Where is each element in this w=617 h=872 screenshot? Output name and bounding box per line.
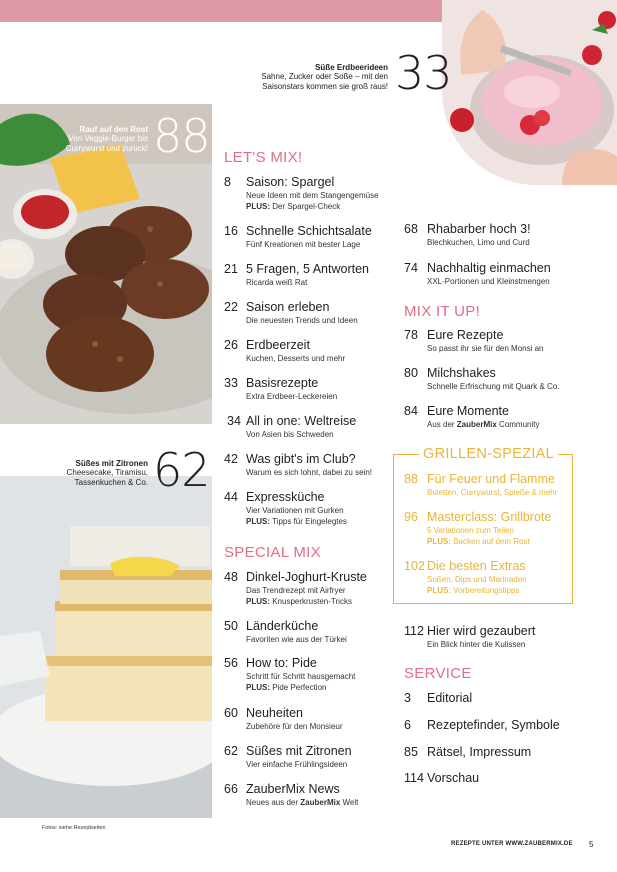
toc-subtitle-end: Community bbox=[496, 420, 540, 429]
toc-subtitle: XXL-Portionen und Kleinstmengen bbox=[427, 277, 550, 286]
toc-title: Basisrezepte bbox=[246, 376, 319, 390]
toc-title: Was gibt's im Club? bbox=[246, 452, 356, 466]
toc-title: Süßes mit Zitronen bbox=[246, 744, 352, 758]
toc-title: Editorial bbox=[427, 691, 473, 705]
section-heading-grillen-spezial: GRILLEN-SPEZIAL bbox=[419, 446, 558, 462]
toc-plus-line bbox=[427, 586, 520, 596]
toc-title: Saison erleben bbox=[246, 300, 330, 314]
toc-page-number: 33 bbox=[224, 376, 238, 390]
feature-strawberry-desc-line1: Sahne, Zucker oder Soße – mit den bbox=[261, 72, 388, 81]
toc-subtitle: Zubehöre für den Monsieur bbox=[246, 722, 343, 731]
toc-plus-label: PLUS: bbox=[427, 586, 451, 595]
toc-title: Saison: Spargel bbox=[246, 175, 335, 189]
toc-plus-label: PLUS: bbox=[246, 683, 270, 692]
toc-title: Schnelle Schichtsalate bbox=[246, 224, 372, 238]
toc-title: Neuheiten bbox=[246, 706, 303, 720]
toc-plus-line bbox=[427, 537, 530, 547]
toc-page-number: 16 bbox=[224, 224, 238, 238]
toc-subtitle: Neue Ideen mit dem Stangengemüse bbox=[246, 191, 379, 200]
toc-subtitle-brand: ZauberMix bbox=[456, 420, 497, 429]
toc-page-number: 26 bbox=[224, 338, 238, 352]
toc-title: Die besten Extras bbox=[427, 559, 526, 573]
feature-strawberry-title: Süße Erdbeerideen bbox=[315, 63, 388, 72]
toc-page-number: 8 bbox=[224, 175, 231, 189]
toc-page-number: 34 bbox=[227, 414, 241, 428]
section-heading-service: SERVICE bbox=[404, 665, 472, 682]
toc-subtitle: Von Asien bis Schweden bbox=[246, 430, 334, 439]
toc-subtitle: Ein Blick hinter die Kulissen bbox=[427, 640, 526, 649]
feature-grill-desc-line1: Von Veggie-Burger bis bbox=[68, 134, 148, 143]
section-heading-mix-it-up: MIX IT UP! bbox=[404, 303, 481, 320]
section-heading-lets-mix: LET'S MIX! bbox=[224, 149, 303, 166]
strawberry-cream-illustration bbox=[442, 0, 617, 185]
toc-plus-text: Backen auf dem Rost bbox=[451, 537, 530, 546]
toc-subtitle-line bbox=[427, 420, 540, 430]
toc-title: Milchshakes bbox=[427, 366, 496, 380]
toc-subtitle: Fünf Kreationen mit bester Lage bbox=[246, 240, 361, 249]
toc-subtitle-end: Welt bbox=[340, 798, 359, 807]
toc-page-number: 114 bbox=[404, 771, 424, 785]
feature-grill-desc-line2: Currywurst und zurück! bbox=[65, 144, 148, 153]
toc-title: ZauberMix News bbox=[246, 782, 340, 796]
toc-subtitle: So passt ihr sie für den Monsi an bbox=[427, 344, 544, 353]
feature-strawberry-desc-line2: Saisonstars kommen sie groß raus! bbox=[262, 82, 388, 91]
toc-page-number: 3 bbox=[404, 691, 411, 705]
toc-page-number: 21 bbox=[224, 262, 238, 276]
toc-page-number: 96 bbox=[404, 510, 418, 524]
toc-plus-text: Der Spargel-Check bbox=[270, 202, 341, 211]
feature-grill-page-number: 88 bbox=[153, 109, 210, 163]
toc-page-number: 78 bbox=[404, 328, 418, 342]
toc-plus-line bbox=[246, 517, 347, 527]
toc-subtitle-line bbox=[246, 798, 358, 808]
toc-title: 5 Fragen, 5 Antworten bbox=[246, 262, 369, 276]
toc-page-number: 44 bbox=[224, 490, 238, 504]
toc-subtitle: Extra Erdbeer-Leckereien bbox=[246, 392, 338, 401]
toc-plus-label: PLUS: bbox=[427, 537, 451, 546]
toc-page-number: 60 bbox=[224, 706, 238, 720]
toc-plus-line bbox=[246, 683, 326, 693]
toc-page-number: 74 bbox=[404, 261, 418, 275]
feature-lemon-title: Süßes mit Zitronen bbox=[75, 459, 148, 468]
toc-page-number: 42 bbox=[224, 452, 238, 466]
strawberry-cream-photo bbox=[442, 0, 617, 185]
page-number: 5 bbox=[589, 840, 594, 849]
toc-title: Vorschau bbox=[427, 771, 480, 785]
toc-subtitle: Die neuesten Trends und Ideen bbox=[246, 316, 358, 325]
toc-title: Expressküche bbox=[246, 490, 325, 504]
toc-subtitle: Blechkuchen, Limo und Curd bbox=[427, 238, 530, 247]
toc-subtitle-brand: ZauberMix bbox=[300, 798, 341, 807]
toc-title: Masterclass: Grillbrote bbox=[427, 510, 552, 524]
website-footer-link[interactable]: REZEPTE UNTER WWW.ZAUBERMIX.DE bbox=[451, 841, 573, 847]
toc-page-number: 22 bbox=[224, 300, 238, 314]
toc-plus-text: Knusperkrusten-Tricks bbox=[270, 597, 352, 606]
toc-page-number: 84 bbox=[404, 404, 418, 418]
feature-strawberry-page-number: 33 bbox=[395, 46, 452, 100]
toc-page-number: 6 bbox=[404, 718, 411, 732]
toc-page-number: 56 bbox=[224, 656, 238, 670]
toc-subtitle: Buletten, Currywurst, Spieße & mehr bbox=[427, 488, 558, 497]
toc-title: Rezeptefinder, Symbole bbox=[427, 718, 560, 732]
toc-title: Dinkel-Joghurt-Kruste bbox=[246, 570, 367, 584]
toc-subtitle: Warum es sich lohnt, dabei zu sein! bbox=[246, 468, 372, 477]
toc-page-number: 88 bbox=[404, 472, 418, 486]
toc-subtitle: Vier einfache Frühlingsideen bbox=[246, 760, 348, 769]
toc-page-number: 102 bbox=[404, 559, 425, 573]
toc-title: Rätsel, Impressum bbox=[427, 745, 532, 759]
toc-subtitle: Favoriten wie aus der Türkei bbox=[246, 635, 347, 644]
feature-lemon-desc-line1: Cheesecake, Tiramisu, bbox=[66, 468, 148, 477]
toc-plus-line bbox=[246, 597, 352, 607]
toc-plus-text: Vorbereitungstipps bbox=[451, 586, 520, 595]
toc-title: Für Feuer und Flamme bbox=[427, 472, 555, 486]
toc-page-number: 62 bbox=[224, 744, 238, 758]
toc-title: Eure Momente bbox=[427, 404, 509, 418]
toc-page-number: 85 bbox=[404, 745, 418, 759]
toc-title: Eure Rezepte bbox=[427, 328, 504, 342]
toc-subtitle: Aus der bbox=[427, 420, 457, 429]
toc-plus-label: PLUS: bbox=[246, 597, 270, 606]
toc-title: Erdbeerzeit bbox=[246, 338, 310, 352]
toc-subtitle: Ricarda weiß Rat bbox=[246, 278, 308, 287]
toc-plus-text: Pide Perfection bbox=[270, 683, 327, 692]
toc-subtitle: Schritt für Schritt hausgemacht bbox=[246, 672, 356, 681]
toc-subtitle: 5 Variationen zum Teilen bbox=[427, 526, 514, 535]
section-heading-special-mix: SPECIAL MIX bbox=[224, 544, 321, 561]
toc-title: Hier wird gezaubert bbox=[427, 624, 536, 638]
toc-plus-line bbox=[246, 202, 340, 212]
feature-lemon-desc-line2: Tassenkuchen & Co. bbox=[74, 478, 148, 487]
feature-grill-title: Rauf auf den Rost bbox=[79, 125, 148, 134]
toc-plus-text: Tipps für Eingelegtes bbox=[270, 517, 347, 526]
toc-page-number: 112 bbox=[404, 624, 424, 638]
toc-page-number: 80 bbox=[404, 366, 418, 380]
toc-title: Länderküche bbox=[246, 619, 319, 633]
toc-title: All in one: Weltreise bbox=[246, 414, 357, 428]
toc-title: Rhabarber hoch 3! bbox=[427, 222, 531, 236]
toc-subtitle: Schnelle Erfrischung mit Quark & Co. bbox=[427, 382, 560, 391]
toc-subtitle: Vier Variationen mit Gurken bbox=[246, 506, 344, 515]
toc-subtitle: Das Trendrezept mit Airfryer bbox=[246, 586, 346, 595]
feature-lemon-page-number: 62 bbox=[153, 443, 210, 497]
photo-credit: Fotos: siehe Rezeptseiten bbox=[42, 825, 106, 831]
toc-page-number: 66 bbox=[224, 782, 238, 796]
toc-plus-label: PLUS: bbox=[246, 517, 270, 526]
toc-title: How to: Pide bbox=[246, 656, 317, 670]
toc-page-number: 68 bbox=[404, 222, 418, 236]
toc-page-number: 48 bbox=[224, 570, 238, 584]
toc-page-number: 50 bbox=[224, 619, 238, 633]
toc-subtitle: Neues aus der bbox=[246, 798, 301, 807]
toc-subtitle: Soßen, Dips und Marinaden bbox=[427, 575, 527, 584]
toc-subtitle: Kuchen, Desserts und mehr bbox=[246, 354, 346, 363]
toc-title: Nachhaltig einmachen bbox=[427, 261, 551, 275]
toc-plus-label: PLUS: bbox=[246, 202, 270, 211]
